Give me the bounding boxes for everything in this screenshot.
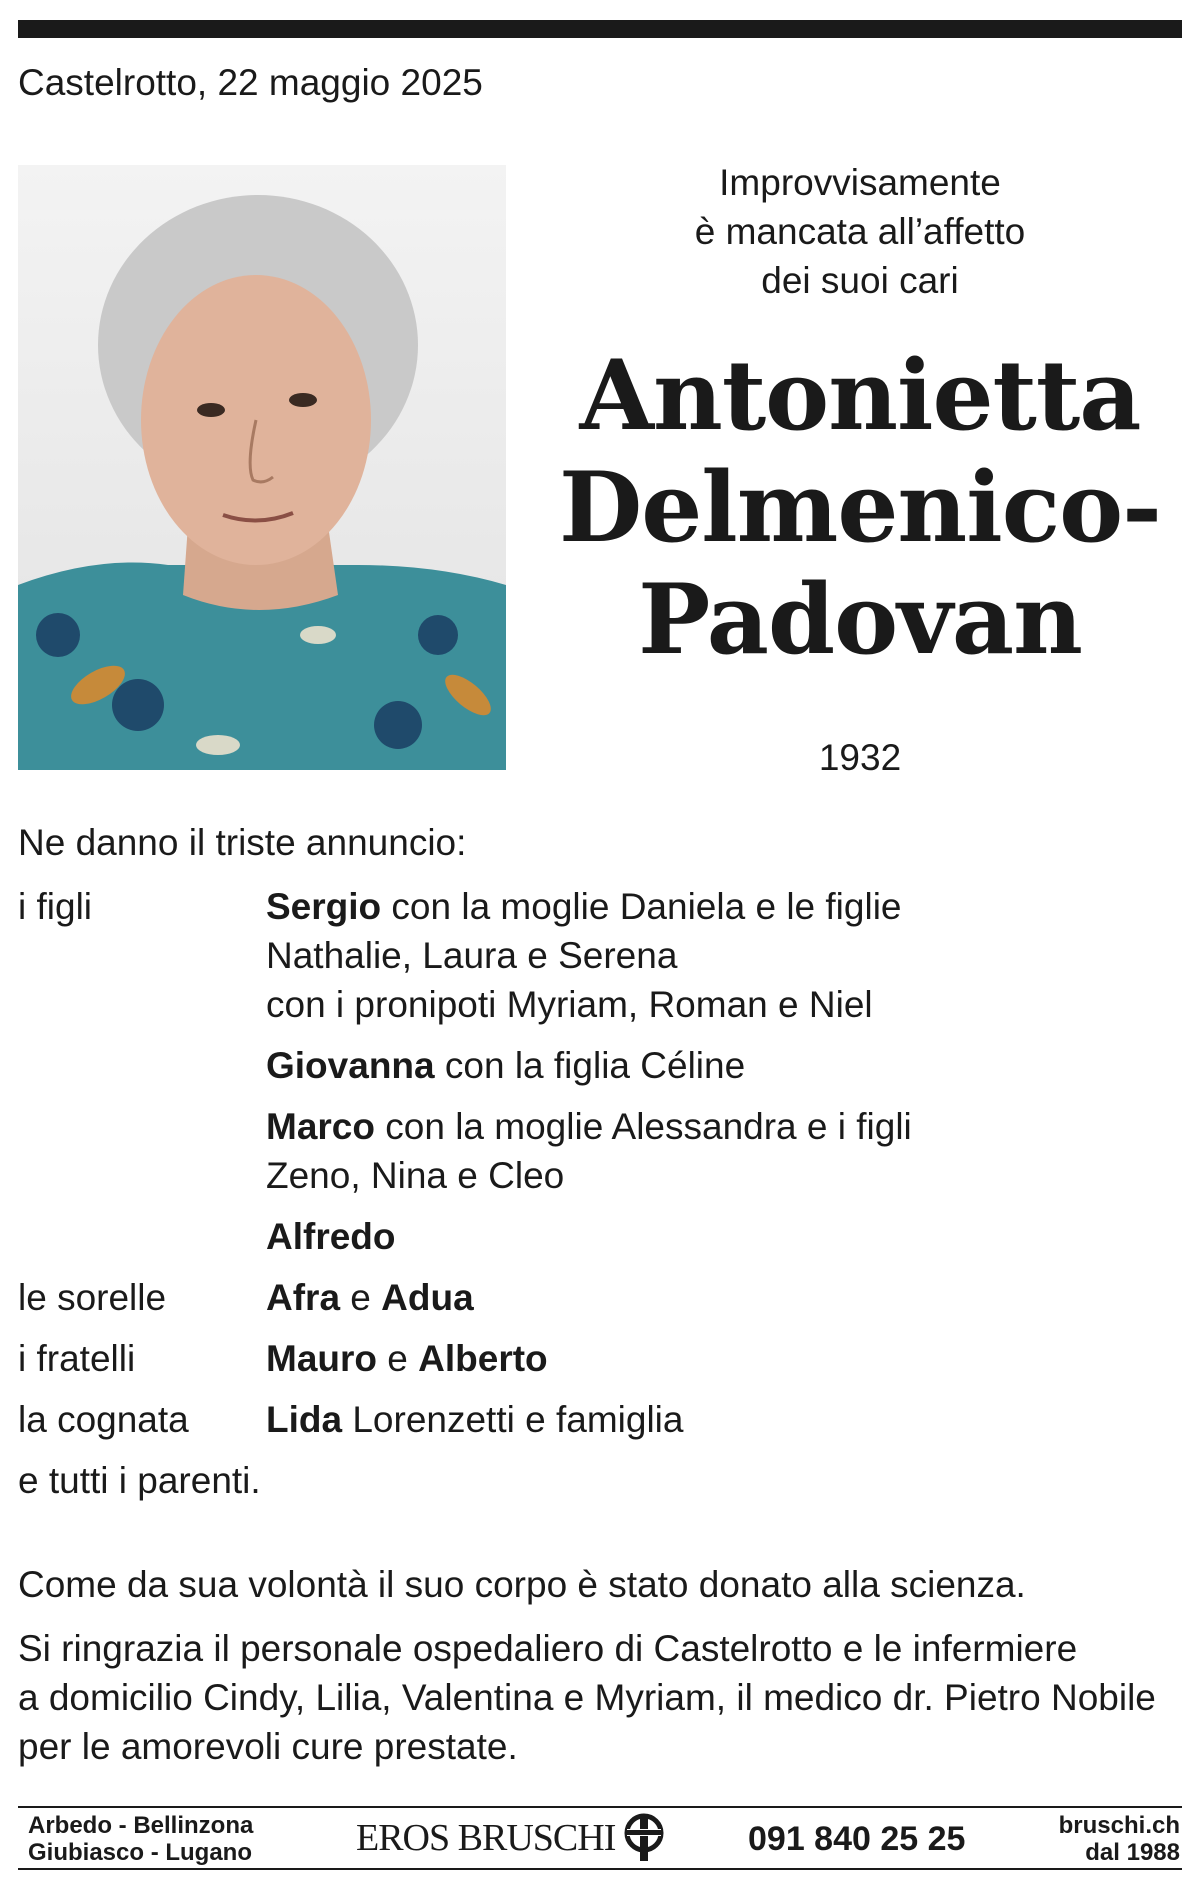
intro-line: Improvvisamente xyxy=(719,162,1001,203)
thanks-note xyxy=(18,1624,1182,1771)
family-row xyxy=(18,1212,1182,1261)
family-row xyxy=(18,1102,1182,1151)
family-list xyxy=(18,882,1182,1505)
location-line: Arbedo - Bellinzona xyxy=(28,1812,254,1839)
relative-detail: con i pronipoti Myriam, Roman e Niel xyxy=(266,984,873,1025)
relation-label: i figli xyxy=(18,886,93,927)
intro-line: è mancata all’affetto xyxy=(694,211,1026,252)
relative-detail: con la figlia Céline xyxy=(434,1045,746,1086)
conjunction: e xyxy=(377,1338,419,1379)
thanks-line: per le amorevoli cure prestate. xyxy=(18,1726,518,1767)
footer-rule-bottom xyxy=(18,1868,1182,1870)
family-row xyxy=(18,1334,1182,1383)
website-link[interactable]: bruschi.ch xyxy=(1058,1812,1180,1839)
relation-label: la cognata xyxy=(18,1399,189,1440)
family-row xyxy=(18,1041,1182,1090)
family-row xyxy=(18,1395,1182,1444)
relative-name: Afra xyxy=(266,1277,341,1318)
brand-name: EROS BRUSCHI xyxy=(356,1817,616,1859)
intro-text xyxy=(560,158,1160,305)
location-line: Giubiasco - Lugano xyxy=(28,1839,253,1866)
portrait-photo xyxy=(18,165,506,770)
footer-phone[interactable]: 091 840 25 25 xyxy=(748,1820,966,1858)
name-line: Antonietta xyxy=(579,339,1141,452)
relative-name: Lida xyxy=(266,1399,343,1440)
footer-locations xyxy=(28,1812,253,1866)
thanks-line: Si ringrazia il personale ospedaliero di Castelrotto e le infermiere xyxy=(18,1628,1078,1669)
relative-name: Marco xyxy=(266,1106,375,1147)
family-row xyxy=(18,1456,1182,1505)
relative-name: Giovanna xyxy=(266,1045,435,1086)
relative-detail: Lorenzetti e famiglia xyxy=(342,1399,684,1440)
announcement: Ne danno il triste annuncio: xyxy=(18,822,467,863)
relative-name: Mauro xyxy=(266,1338,377,1379)
top-rule xyxy=(18,20,1182,38)
family-row xyxy=(18,931,1182,980)
donation-note: Come da sua volontà il suo corpo è stato donato alla scienza. xyxy=(18,1564,1026,1605)
deceased-name xyxy=(540,340,1180,676)
birth-year: 1932 xyxy=(818,737,902,778)
relation-label: le sorelle xyxy=(18,1277,167,1318)
relative-name: Adua xyxy=(381,1277,474,1318)
since-year: dal 1988 xyxy=(1085,1839,1180,1866)
relative-detail: Nathalie, Laura e Serena xyxy=(266,935,678,976)
family-row xyxy=(18,882,1182,931)
family-row xyxy=(18,1273,1182,1322)
relation-label: i fratelli xyxy=(18,1338,136,1379)
intro-line: dei suoi cari xyxy=(761,260,959,301)
family-row xyxy=(18,1151,1182,1200)
relative-name: Alfredo xyxy=(266,1216,396,1257)
relation-label: e tutti i parenti. xyxy=(18,1460,261,1501)
name-line: Padovan xyxy=(638,563,1082,676)
footer-website xyxy=(1030,1812,1180,1866)
thanks-line: a domicilio Cindy, Lilia, Valentina e Myriam, il medico dr. Pietro Nobile xyxy=(18,1677,1156,1718)
family-row xyxy=(18,980,1182,1029)
relative-detail: Zeno, Nina e Cleo xyxy=(266,1155,565,1196)
funeral-home-logo xyxy=(356,1812,669,1864)
footer-rule-top xyxy=(18,1806,1182,1808)
place-date: Castelrotto, 22 maggio 2025 xyxy=(18,62,483,103)
relative-detail: con la moglie Daniela e le figlie xyxy=(381,886,902,927)
relative-name: Sergio xyxy=(266,886,382,927)
relative-name: Alberto xyxy=(418,1338,548,1379)
relative-detail: con la moglie Alessandra e i figli xyxy=(374,1106,912,1147)
conjunction: e xyxy=(340,1277,382,1318)
name-line: Delmenico- xyxy=(558,451,1162,564)
cross-emblem-icon xyxy=(619,1813,669,1863)
